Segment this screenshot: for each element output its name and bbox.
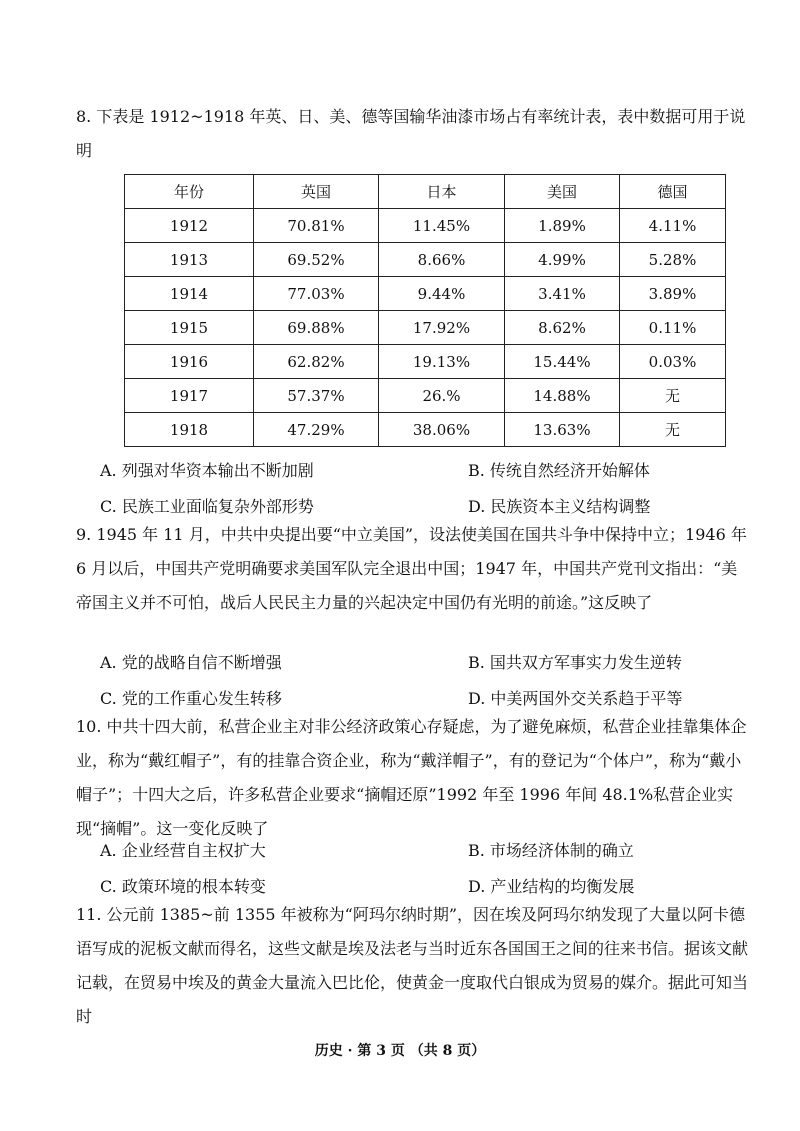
table-cell: 0.11% [620, 311, 726, 345]
table-cell: 0.03% [620, 345, 726, 379]
question-11 [76, 898, 750, 1034]
table-cell: 4.11% [620, 209, 726, 243]
table-cell: 3.41% [505, 277, 620, 311]
table-cell: 无 [620, 413, 726, 447]
table-row [125, 379, 726, 413]
table-cell: 5.28% [620, 243, 726, 277]
table-header-cell: 日本 [379, 175, 505, 209]
table-cell: 38.06% [379, 413, 505, 447]
option-c[interactable]: C. 政策环境的根本转变 [100, 877, 266, 896]
table-cell: 13.63% [505, 413, 620, 447]
question-9-stem: 9. 1945 年 11 月，中共中央提出要“中立美国”，设法使美国在国共斗争中保持中立；1946 年 6 月以后，中国共产党明确要求美国军队完全退出中国；1947 年，中国共产党刊文指出：“美帝国主义并不可怕，战后人民民主力量的兴起决定中国仍有光明的前途。”这反映了 [76, 525, 747, 612]
table-cell: 57.37% [254, 379, 379, 413]
table-cell: 4.99% [505, 243, 620, 277]
table-cell: 9.44% [379, 277, 505, 311]
table-cell: 47.29% [254, 413, 379, 447]
table-header-row [125, 175, 726, 209]
table-row [125, 209, 726, 243]
table-cell: 77.03% [254, 277, 379, 311]
option-c[interactable]: C. 民族工业面临复杂外部形势 [100, 497, 314, 516]
table-cell: 1916 [125, 345, 254, 379]
table-cell: 14.88% [505, 379, 620, 413]
question-10 [76, 710, 750, 846]
table-header-cell: 美国 [505, 175, 620, 209]
question-9 [76, 518, 750, 620]
table-header-cell: 德国 [620, 175, 726, 209]
table-row [125, 277, 726, 311]
page-footer: 历史 · 第 3 页 （共 8 页） [314, 1043, 486, 1059]
option-d[interactable]: D. 产业结构的均衡发展 [468, 877, 635, 896]
question-8-stem: 8. 下表是 1912~1918 年英、日、美、德等国输华油漆市场占有率统计表，表中数据可用于说明 [76, 107, 746, 160]
table-row [125, 311, 726, 345]
table-header-cell: 年份 [125, 175, 254, 209]
table-cell: 1917 [125, 379, 254, 413]
option-d[interactable]: D. 民族资本主义结构调整 [468, 497, 651, 516]
table-cell: 1.89% [505, 209, 620, 243]
table-cell: 62.82% [254, 345, 379, 379]
option-a[interactable]: A. 列强对华资本输出不断加剧 [100, 461, 314, 480]
table-row [125, 413, 726, 447]
table-cell: 8.66% [379, 243, 505, 277]
option-b[interactable]: B. 市场经济体制的确立 [468, 841, 634, 860]
table-header-cell: 英国 [254, 175, 379, 209]
table-cell: 1912 [125, 209, 254, 243]
table-cell: 无 [620, 379, 726, 413]
table-cell: 8.62% [505, 311, 620, 345]
table-cell: 17.92% [379, 311, 505, 345]
table-cell: 1918 [125, 413, 254, 447]
question-8 [76, 100, 750, 168]
question-11-stem: 11. 公元前 1385~前 1355 年被称为“阿玛尔纳时期”，因在埃及阿玛尔纳发现了大量以阿卡德语写成的泥板文献而得名，这些文献是埃及法老与当时近东各国国王之间的往来书信。据该文献记载，在贸易中埃及的黄金大量流入巴比伦，使黄金一度取代白银成为贸易的媒介。据此可知当时 [76, 905, 749, 1026]
table-cell: 1915 [125, 311, 254, 345]
table-cell: 26.% [379, 379, 505, 413]
table-cell: 3.89% [620, 277, 726, 311]
table-cell: 11.45% [379, 209, 505, 243]
table-cell: 15.44% [505, 345, 620, 379]
table-cell: 19.13% [379, 345, 505, 379]
option-b[interactable]: B. 国共双方军事实力发生逆转 [468, 653, 682, 672]
table-cell: 69.52% [254, 243, 379, 277]
option-c[interactable]: C. 党的工作重心发生转移 [100, 689, 282, 708]
table-cell: 1913 [125, 243, 254, 277]
table-cell: 70.81% [254, 209, 379, 243]
option-d[interactable]: D. 中美两国外交关系趋于平等 [468, 689, 683, 708]
table-cell: 1914 [125, 277, 254, 311]
option-a[interactable]: A. 党的战略自信不断增强 [100, 653, 282, 672]
table-cell: 69.88% [254, 311, 379, 345]
question-10-stem: 10. 中共十四大前，私营企业主对非公经济政策心存疑虑，为了避免麻烦，私营企业挂靠集体企业，称为“戴红帽子”，有的挂靠合资企业，称为“戴洋帽子”，有的登记为“个体户”，称为“戴小帽子”；十四大之后，许多私营企业要求“摘帽还原”1992 年至 1996 年间 48.1%私营企业实现“摘帽”。这一变化反映了 [76, 717, 747, 838]
table-row [125, 243, 726, 277]
option-a[interactable]: A. 企业经营自主权扩大 [100, 841, 266, 860]
option-b[interactable]: B. 传统自然经济开始解体 [468, 461, 650, 480]
table-row [125, 345, 726, 379]
oil-paint-market-table [124, 174, 726, 447]
